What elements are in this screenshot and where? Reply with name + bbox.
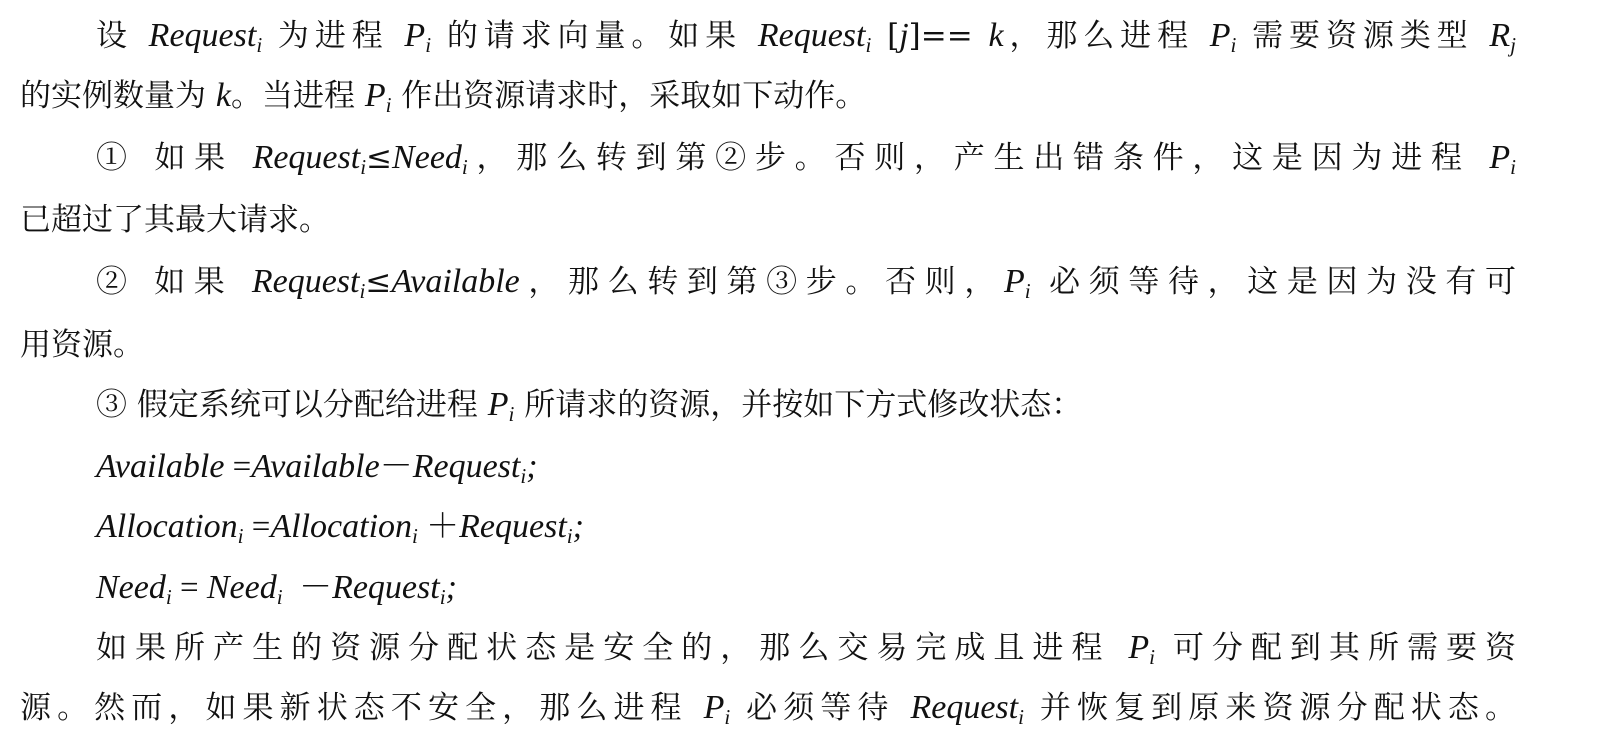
var-p: $P_i$ xyxy=(364,77,392,117)
var-allocation: Allocation$_i$ xyxy=(96,508,244,548)
var-request: Request$_i$ xyxy=(459,508,573,548)
text-run: ，那么转到第③步。否则， xyxy=(519,264,1004,300)
step1-line-2 xyxy=(20,200,1516,240)
text-run: 设 xyxy=(96,18,149,54)
var-p: $P_i$ xyxy=(487,386,515,426)
step2-line-2 xyxy=(20,325,1516,365)
text-run: 已超过了其最大请求。 xyxy=(20,202,330,238)
equals-sign: = xyxy=(171,570,207,606)
intro-line-1 xyxy=(96,16,1516,56)
formula-allocation xyxy=(96,507,584,547)
text-run: 。当进程 xyxy=(230,78,365,114)
final-line-1 xyxy=(96,628,1516,668)
var-request: Request$_i$ xyxy=(251,263,366,303)
text-run: [ xyxy=(871,18,900,54)
plus-sign: ＋ xyxy=(417,509,460,545)
text-run: 可分配到其所需要资 xyxy=(1154,630,1516,666)
var-need: Need$_i$ xyxy=(392,139,468,179)
text-run: 需要资源类型 xyxy=(1236,18,1490,54)
var-k: k xyxy=(988,17,1004,54)
var-request: Request$_i$ xyxy=(148,17,263,57)
step2-line-1 xyxy=(96,262,1516,302)
formula-available xyxy=(96,447,538,487)
var-j: j xyxy=(899,17,909,54)
equals-sign: = xyxy=(243,509,271,545)
text-run: 的实例数量为 xyxy=(20,78,216,114)
text-run: ]== xyxy=(908,18,989,54)
text-run: 为进程 xyxy=(262,18,405,54)
text-run: 所请求的资源，并按如下方式修改状态： xyxy=(514,387,1083,423)
text-run: 如果所产生的资源分配状态是安全的，那么交易完成且进程 xyxy=(96,630,1129,666)
var-request: Request$_i$ xyxy=(412,448,527,488)
var-p: $P_i$ xyxy=(1128,629,1155,669)
text-run: ，那么转到第②步。否则，产生出错条件，这是因为进程 xyxy=(467,140,1490,176)
leq-symbol: ≤ xyxy=(365,264,392,300)
semicolon: ; xyxy=(445,569,457,606)
minus-sign: － xyxy=(282,570,333,606)
text-run: 的请求向量。如果 xyxy=(431,18,758,54)
intro-line-2 xyxy=(20,76,1516,116)
var-allocation: Allocation$_i$ xyxy=(270,508,418,548)
var-available: Available xyxy=(251,448,380,485)
var-p: $P_i$ xyxy=(703,689,731,729)
step1-line-1 xyxy=(96,138,1516,178)
formula-need xyxy=(96,568,457,608)
var-available: Available xyxy=(96,448,225,485)
equals-sign: = xyxy=(224,449,252,485)
text-run: 用资源。 xyxy=(20,327,144,363)
text-run: 必须等待，这是因为没有可 xyxy=(1030,264,1516,300)
text-run: 作出资源请求时，采取如下动作。 xyxy=(391,78,867,114)
step3-line xyxy=(96,385,1516,425)
var-p: $P_i$ xyxy=(1209,17,1237,57)
text-run: ② 如果 xyxy=(96,264,252,300)
text-run: 源。然而，如果新状态不安全，那么进程 xyxy=(20,690,704,726)
var-p: $P_i$ xyxy=(404,17,432,57)
semicolon: ; xyxy=(526,448,538,485)
var-p: $P_i$ xyxy=(1489,139,1516,179)
var-need: Need$_i$ xyxy=(206,569,283,609)
var-k: k xyxy=(215,77,231,114)
minus-sign: － xyxy=(379,449,413,485)
leq-symbol: ≤ xyxy=(366,140,393,176)
text-run: 并恢复到原来资源分配状态。 xyxy=(1023,690,1516,726)
var-need: Need$_i$ xyxy=(96,569,172,609)
var-p: $P_i$ xyxy=(1003,263,1031,303)
var-request: Request$_i$ xyxy=(910,689,1024,729)
final-line-2 xyxy=(20,688,1516,728)
var-available: Available xyxy=(391,263,520,300)
semicolon: ; xyxy=(572,508,584,545)
var-request: Request$_i$ xyxy=(332,569,446,609)
text-run: ，那么进程 xyxy=(1003,18,1210,54)
var-request: Request$_i$ xyxy=(757,17,872,57)
text-run: ① 如果 xyxy=(96,140,253,176)
text-run: 必须等待 xyxy=(730,690,911,726)
var-request: Request$_i$ xyxy=(252,139,367,179)
text-run: ③ 假定系统可以分配给进程 xyxy=(96,387,488,423)
var-r: $R_j$ xyxy=(1489,17,1516,57)
